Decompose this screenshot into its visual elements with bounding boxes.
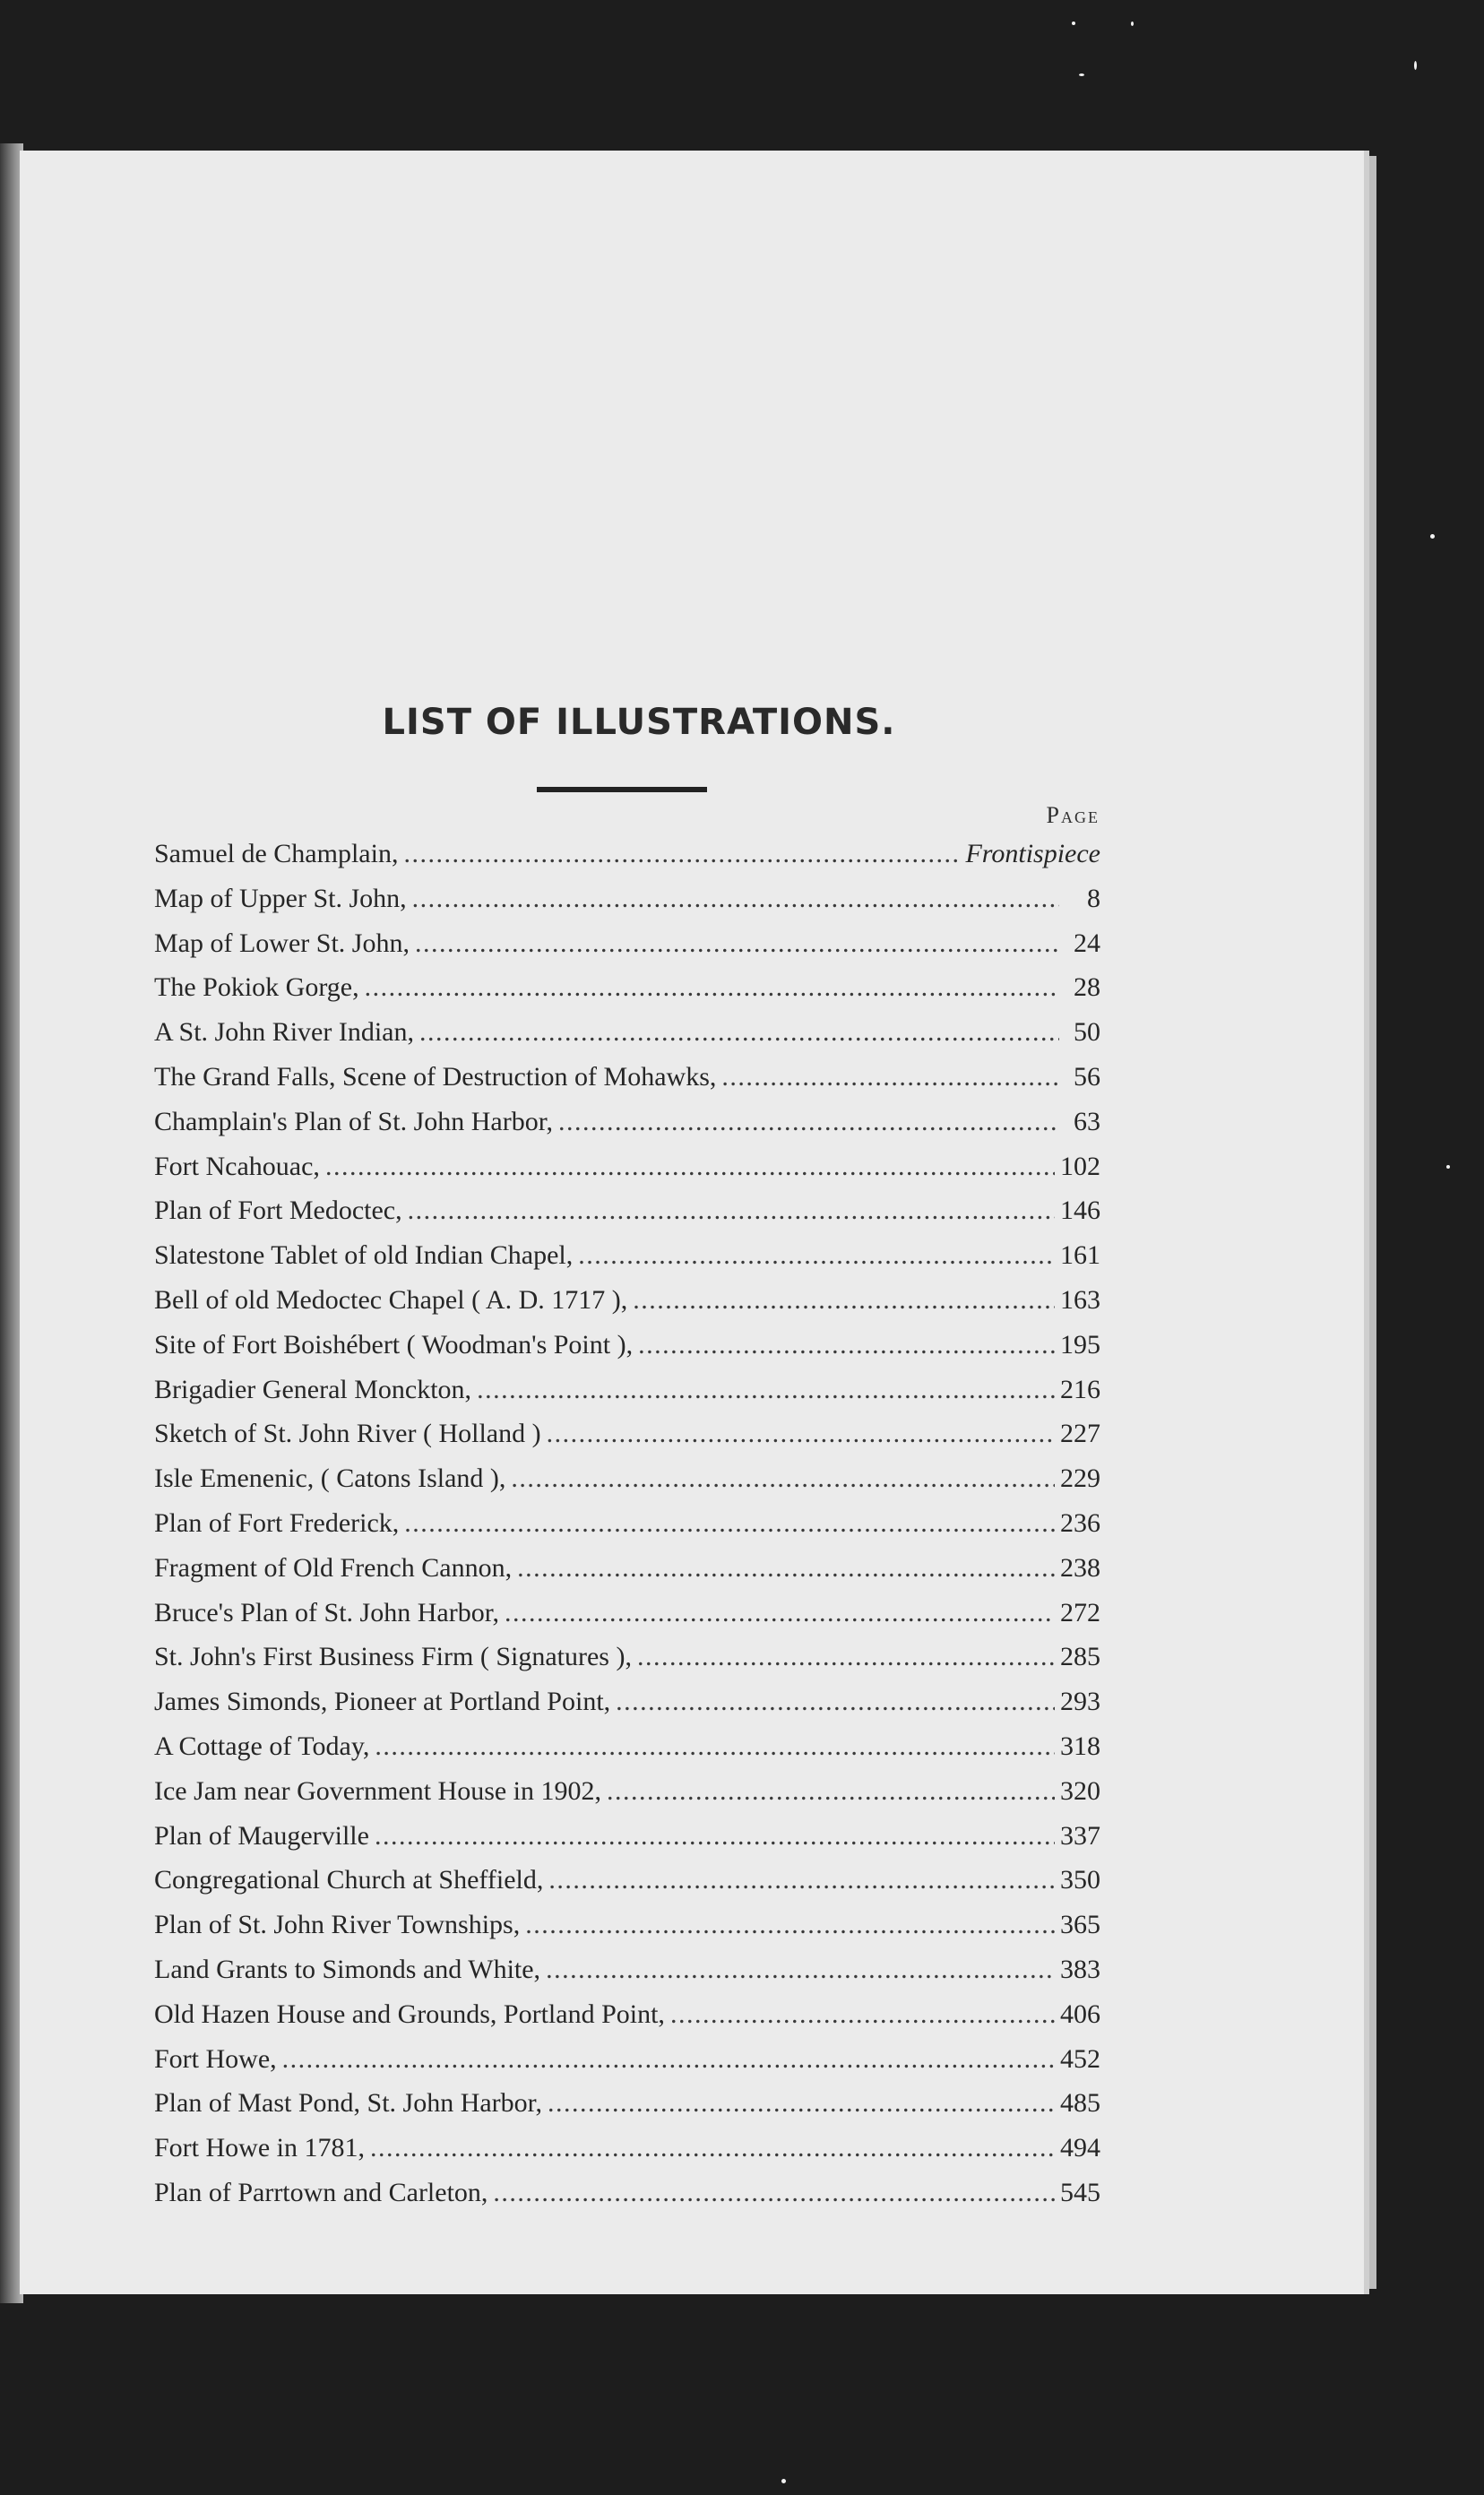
list-item — [154, 1687, 1100, 1731]
entry-page-number: 195 — [1060, 1329, 1100, 1360]
dot-leader — [548, 1865, 1055, 1895]
entry-title: Ice Jam near Government House in 1902, — [154, 1775, 602, 1806]
dot-leader — [412, 884, 1059, 914]
entry-page-number: 320 — [1060, 1775, 1100, 1806]
entry-page-number: 56 — [1074, 1061, 1100, 1092]
dot-leader — [548, 2088, 1055, 2119]
list-item — [154, 1196, 1100, 1240]
entry-title: James Simonds, Pioneer at Portland Point, — [154, 1687, 611, 1717]
entry-page-number: Frontispiece — [965, 839, 1100, 868]
entry-page-number: 337 — [1060, 1820, 1100, 1851]
dot-leader — [616, 1687, 1055, 1717]
list-item — [154, 1865, 1100, 1910]
dot-leader — [375, 1731, 1055, 1762]
entry-page-number: 318 — [1060, 1731, 1100, 1761]
list-item — [154, 1910, 1100, 1955]
list-item — [154, 1999, 1100, 2044]
list-item — [154, 1330, 1100, 1375]
list-item — [154, 1776, 1100, 1821]
list-item — [154, 1508, 1100, 1553]
list-item — [154, 2044, 1100, 2089]
entry-title: Bruce's Plan of St. John Harbor, — [154, 1597, 499, 1627]
entry-title: Map of Upper St. John, — [154, 883, 407, 913]
entry-page-number: 452 — [1060, 2043, 1100, 2074]
dot-leader — [578, 1240, 1055, 1271]
entry-page-number: 227 — [1060, 1419, 1100, 1449]
entry-title: St. John's First Business Firm ( Signatures ), — [154, 1642, 632, 1672]
entry-title: Plan of Maugerville — [154, 1820, 369, 1851]
list-item — [154, 1463, 1100, 1508]
dust-speck — [1079, 73, 1084, 76]
entry-title: Brigadier General Monckton, — [154, 1374, 472, 1404]
dot-leader — [404, 1508, 1055, 1539]
dot-leader — [375, 1821, 1055, 1852]
list-item — [154, 839, 1100, 884]
entry-title: Champlain's Plan of St. John Harbor, — [154, 1106, 554, 1136]
entry-title: Fort Howe, — [154, 2043, 277, 2074]
dot-leader — [408, 1196, 1055, 1226]
entry-title: Plan of Parrtown and Carleton, — [154, 2177, 488, 2207]
list-item — [154, 1553, 1100, 1598]
entry-title: Plan of Fort Medoctec, — [154, 1196, 402, 1226]
entry-title: Map of Lower St. John, — [154, 928, 410, 958]
dot-leader — [370, 2133, 1055, 2163]
entry-page-number: 406 — [1060, 1999, 1100, 2029]
entry-page-number: 24 — [1074, 928, 1100, 958]
entry-title: Plan of St. John River Townships, — [154, 1910, 521, 1940]
dust-speck — [1072, 22, 1075, 25]
dot-leader — [415, 928, 1059, 959]
dot-leader — [419, 1017, 1059, 1048]
list-item — [154, 1642, 1100, 1687]
entry-page-number: 28 — [1074, 972, 1100, 1003]
entry-page-number: 216 — [1060, 1374, 1100, 1404]
list-item — [154, 1240, 1100, 1285]
entry-page-number: 163 — [1060, 1284, 1100, 1315]
dot-leader — [365, 972, 1059, 1003]
dust-speck — [1414, 61, 1417, 70]
entry-page-number: 383 — [1060, 1954, 1100, 1984]
entry-title: Samuel de Champlain, — [154, 839, 399, 868]
entry-title: The Grand Falls, Scene of Destruction of Mohawks, — [154, 1061, 717, 1092]
dot-leader — [525, 1910, 1055, 1940]
dust-speck — [1131, 22, 1134, 26]
dot-leader — [721, 1062, 1059, 1092]
entry-title: Land Grants to Simonds and White, — [154, 1954, 541, 1984]
entry-page-number: 545 — [1060, 2177, 1100, 2207]
entry-title: A Cottage of Today, — [154, 1731, 370, 1761]
entry-title: Congregational Church at Sheffield, — [154, 1865, 544, 1895]
entry-title: Fort Howe in 1781, — [154, 2133, 365, 2163]
entry-title: Fort Ncahouac, — [154, 1151, 320, 1181]
list-item — [154, 1375, 1100, 1420]
dust-speck — [781, 2479, 786, 2483]
list-item — [154, 1821, 1100, 1866]
page-title: LIST OF ILLUSTRATIONS. — [382, 702, 896, 743]
dot-leader — [546, 1955, 1055, 1985]
entry-title: The Pokiok Gorge, — [154, 972, 359, 1003]
list-item — [154, 1419, 1100, 1463]
entry-title: Plan of Fort Frederick, — [154, 1507, 400, 1538]
page-column-header: Page — [1046, 802, 1100, 828]
entry-page-number: 365 — [1060, 1910, 1100, 1940]
entry-page-number: 485 — [1060, 2088, 1100, 2119]
entry-page-number: 285 — [1060, 1642, 1100, 1672]
entry-page-number: 229 — [1060, 1463, 1100, 1494]
list-item — [154, 1062, 1100, 1107]
page-edge-shadow — [1364, 156, 1376, 2289]
list-item — [154, 1598, 1100, 1643]
list-item — [154, 1731, 1100, 1776]
list-item — [154, 928, 1100, 973]
entry-page-number: 238 — [1060, 1552, 1100, 1583]
entry-title: A St. John River Indian, — [154, 1017, 414, 1048]
dot-leader — [607, 1776, 1055, 1807]
list-item — [154, 1017, 1100, 1062]
dot-leader — [511, 1463, 1055, 1494]
list-item — [154, 2178, 1100, 2223]
dot-leader — [517, 1553, 1055, 1584]
dot-leader — [493, 2178, 1055, 2208]
entry-title: Old Hazen House and Grounds, Portland Point, — [154, 1999, 665, 2029]
entry-page-number: 50 — [1074, 1017, 1100, 1048]
list-item — [154, 2088, 1100, 2133]
list-item — [154, 1152, 1100, 1196]
dot-leader — [637, 1642, 1055, 1672]
dust-speck — [1446, 1165, 1450, 1169]
entry-title: Sketch of St. John River ( Holland ) — [154, 1419, 541, 1449]
entry-title: Site of Fort Boishébert ( Woodman's Point ), — [154, 1329, 634, 1360]
list-item — [154, 884, 1100, 928]
entry-page-number: 293 — [1060, 1687, 1100, 1717]
entry-page-number: 63 — [1074, 1106, 1100, 1136]
title-rule — [537, 787, 707, 792]
dust-speck — [1430, 534, 1435, 539]
dot-leader — [282, 2044, 1055, 2075]
entry-page-number: 350 — [1060, 1865, 1100, 1895]
list-item — [154, 1107, 1100, 1152]
entry-page-number: 494 — [1060, 2133, 1100, 2163]
dot-leader — [670, 1999, 1055, 2030]
entry-page-number: 272 — [1060, 1597, 1100, 1627]
entry-page-number: 8 — [1087, 883, 1100, 913]
dot-leader — [505, 1598, 1055, 1628]
entry-title: Slatestone Tablet of old Indian Chapel, — [154, 1240, 574, 1271]
list-item — [154, 972, 1100, 1017]
list-item — [154, 1955, 1100, 1999]
entry-title: Isle Emenenic, ( Catons Island ), — [154, 1463, 506, 1494]
dot-leader — [638, 1330, 1055, 1360]
entry-page-number: 236 — [1060, 1507, 1100, 1538]
dot-leader — [325, 1152, 1055, 1182]
book-page — [20, 151, 1364, 2294]
entry-title: Bell of old Medoctec Chapel ( A. D. 1717 ), — [154, 1284, 628, 1315]
list-item — [154, 1285, 1100, 1330]
list-item — [154, 2133, 1100, 2178]
dot-leader — [633, 1285, 1055, 1316]
dot-leader — [547, 1419, 1055, 1449]
dot-leader — [403, 839, 960, 869]
entry-title: Fragment of Old French Cannon, — [154, 1552, 513, 1583]
entry-page-number: 102 — [1060, 1151, 1100, 1181]
entry-title: Plan of Mast Pond, St. John Harbor, — [154, 2088, 542, 2119]
entry-page-number: 161 — [1060, 1240, 1100, 1271]
dot-leader — [558, 1107, 1059, 1137]
entry-page-number: 146 — [1060, 1196, 1100, 1226]
illustration-list — [154, 839, 1100, 2223]
dot-leader — [477, 1375, 1055, 1405]
